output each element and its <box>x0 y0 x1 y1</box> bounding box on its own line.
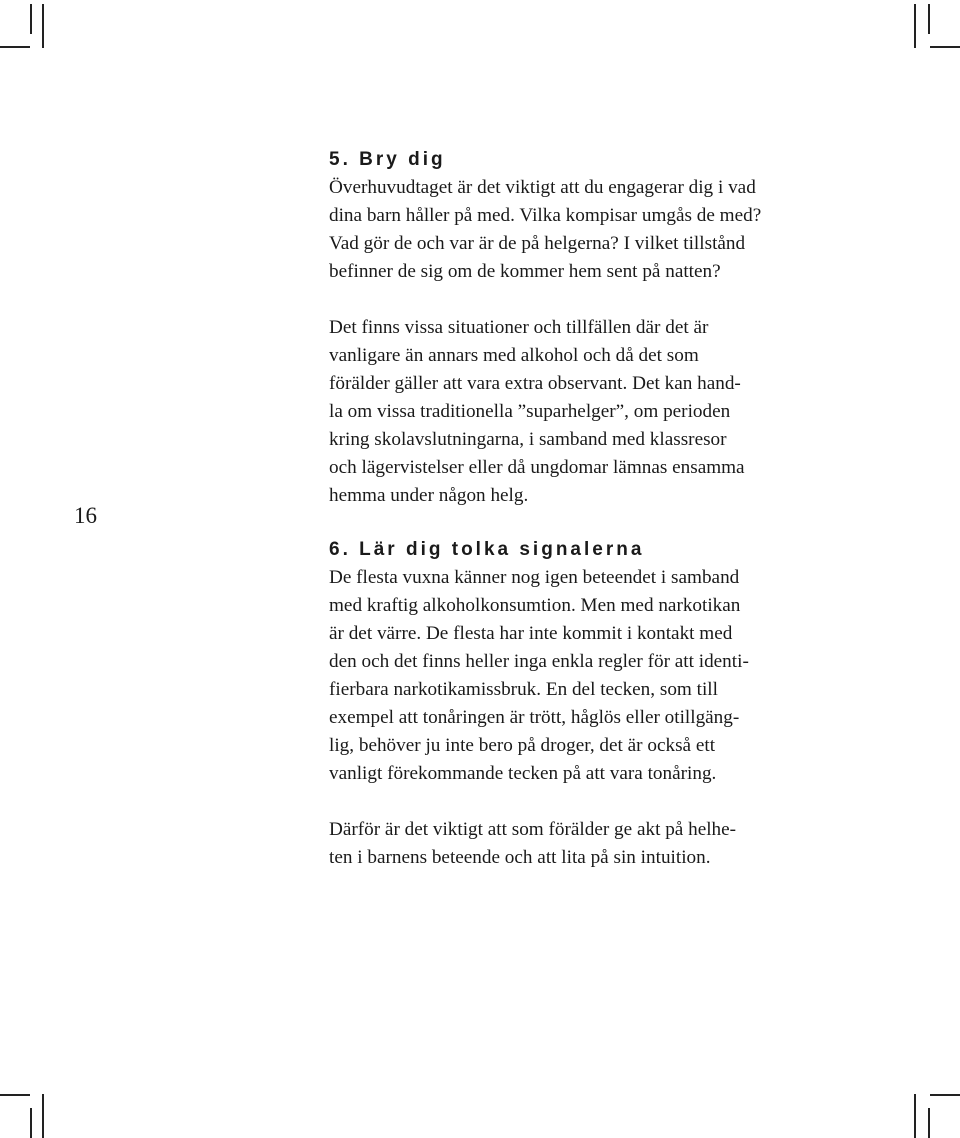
section-6-heading: 6. Lär dig tolka signalerna <box>329 539 645 560</box>
paragraph-spacer <box>329 286 829 314</box>
crop-mark-bottom-right-vertical <box>914 1094 916 1138</box>
crop-mark-top-right-vertical-2 <box>928 4 930 34</box>
section-spacer <box>329 510 829 536</box>
section-6-paragraph-1: De flesta vuxna känner nog igen beteendet i samband med kraftig alkoholkonsumtion. Men med narkotikan är det värre. De flesta har inte kommit i kontakt med den och det finns heller inga enkla regler för att identi- fierbara narkotikamissbruk. En del tecken, som till exempel att tonåringen är trött, håglös eller otillgäng- lig, behöver ju inte bero på droger, det är också ett vanligt förekommande tecken på att vara tonåring. <box>329 567 749 784</box>
crop-mark-top-left-horizontal <box>0 46 30 48</box>
crop-mark-top-left-vertical-2 <box>30 4 32 34</box>
crop-mark-bottom-left-horizontal <box>0 1094 30 1096</box>
crop-mark-bottom-left-vertical-2 <box>30 1108 32 1138</box>
page-number: 16 <box>74 503 97 528</box>
crop-mark-bottom-right-horizontal <box>930 1094 960 1096</box>
section-5-paragraph-2: Det finns vissa situationer och tillfällen där det är vanligare än annars med alkohol och då det som förälder gäller att vara extra observant. Det kan hand- la om vissa traditionella ”suparhelger”, om perioden kring skolavslutningarna, i samband med klassresor och lägervistelser eller då ungdomar lämnas ensamma hemma under någon helg. <box>329 317 745 506</box>
paragraph-spacer-2 <box>329 788 829 816</box>
page-content <box>329 146 829 872</box>
crop-mark-top-right-horizontal <box>930 46 960 48</box>
crop-mark-bottom-left-vertical <box>42 1094 44 1138</box>
section-5-paragraph-1: Överhuvudtaget är det viktigt att du engagerar dig i vad dina barn håller på med. Vilka kompisar umgås de med? Vad gör de och var är de på helgerna? I vilket tillstånd befinner de sig om de kommer hem sent på natten? <box>329 177 762 282</box>
crop-mark-top-right-vertical <box>914 4 916 48</box>
section-5-heading: 5. Bry dig <box>329 149 446 170</box>
section-6-paragraph-2: Därför är det viktigt att som förälder ge akt på helhe- ten i barnens beteende och att lita på sin intuition. <box>329 819 737 868</box>
crop-mark-bottom-right-vertical-2 <box>928 1108 930 1138</box>
crop-mark-top-left-vertical <box>42 4 44 48</box>
